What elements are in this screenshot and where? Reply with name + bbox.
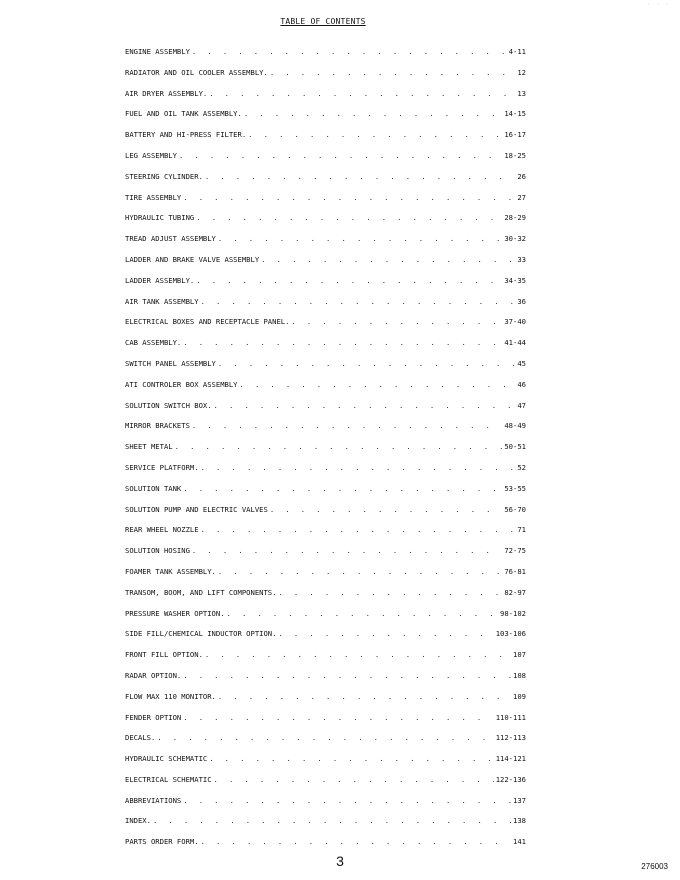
toc-entry[interactable] (125, 562, 526, 583)
toc-dot-leader (205, 167, 515, 188)
toc-entry-pages: 47 (517, 400, 526, 410)
toc-dot-leader (201, 458, 516, 479)
toc-entry-label: SWITCH PANEL ASSEMBLY (125, 358, 216, 368)
toc-entry-label: ELECTRICAL SCHEMATIC (125, 774, 212, 784)
toc-entry-label: RADAR OPTION. (125, 670, 182, 680)
toc-dot-leader (218, 354, 515, 375)
toc-entry-label: SOLUTION PUMP AND ELECTRIC VALVES (125, 504, 268, 514)
toc-entry[interactable] (125, 583, 526, 604)
corner-mark: · · · (646, 1, 670, 8)
toc-entry-label: FENDER OPTION (125, 712, 182, 722)
toc-entry-label: TREAD ADJUST ASSEMBLY (125, 234, 216, 244)
toc-entry[interactable] (125, 125, 526, 146)
toc-entry-pages: 103-106 (495, 629, 526, 639)
toc-entry[interactable] (125, 479, 526, 500)
toc-entry[interactable] (125, 104, 526, 125)
toc-entry[interactable] (125, 396, 526, 417)
toc-entry-pages: 107 (513, 650, 526, 660)
toc-dot-leader (278, 624, 493, 645)
toc-entry[interactable] (125, 312, 526, 333)
toc-dot-leader (209, 749, 493, 770)
toc-dot-leader (175, 437, 503, 458)
toc-entry-pages: 122-136 (495, 774, 526, 784)
toc-entry-label: FUEL AND OIL TANK ASSEMBLY. (125, 109, 242, 119)
toc-entry-label: SOLUTION SWITCH BOX. (125, 400, 212, 410)
toc-entry[interactable] (125, 749, 526, 770)
toc-entry-label: AIR TANK ASSEMBLY (125, 296, 199, 306)
toc-entry-pages: 56-70 (504, 504, 526, 514)
toc-entry-pages: 27 (517, 192, 526, 202)
toc-entry-label: FLOW MAX 110 MONITOR. (125, 691, 216, 701)
toc-entry-pages: 36 (517, 296, 526, 306)
toc-dot-leader (261, 250, 515, 271)
toc-entry-pages: 16-17 (504, 130, 526, 140)
toc-dot-leader (153, 811, 511, 832)
toc-entry[interactable] (125, 624, 526, 645)
toc-entry[interactable] (125, 63, 526, 84)
toc-entry[interactable] (125, 728, 526, 749)
toc-entry-pages: 52 (517, 462, 526, 472)
toc-entry[interactable] (125, 604, 526, 625)
toc-dot-leader (218, 562, 502, 583)
toc-entry[interactable] (125, 84, 526, 105)
toc-entry-pages: 46 (517, 379, 526, 389)
page-title: TABLE OF CONTENTS (280, 17, 366, 26)
toc-entry-label: MIRROR BRACKETS (125, 421, 190, 431)
toc-dot-leader (183, 188, 515, 209)
toc-dot-leader (218, 229, 502, 250)
toc-dot-leader (192, 541, 502, 562)
toc-entry-pages: 110-111 (495, 712, 526, 722)
toc-entry-pages: 50-51 (504, 442, 526, 452)
toc-entry[interactable] (125, 541, 526, 562)
toc-dot-leader (218, 687, 511, 708)
toc-entry-pages: 98-102 (500, 608, 526, 618)
toc-entry-pages: 138 (513, 816, 526, 826)
toc-entry-pages: 12 (517, 67, 526, 77)
toc-entry[interactable] (125, 666, 526, 687)
toc-dot-leader (192, 416, 502, 437)
table-of-contents (125, 42, 526, 853)
toc-entry[interactable] (125, 500, 526, 521)
toc-entry-pages: 18-25 (504, 150, 526, 160)
toc-entry-label: REAR WHEEL NOZZLE (125, 525, 199, 535)
toc-entry[interactable] (125, 687, 526, 708)
toc-entry-label: ELECTRICAL BOXES AND RECEPTACLE PANEL. (125, 317, 290, 327)
toc-dot-leader (248, 125, 502, 146)
toc-dot-leader (183, 333, 502, 354)
page-number: 3 (336, 853, 344, 869)
toc-dot-leader (183, 666, 511, 687)
toc-dot-leader (214, 770, 494, 791)
toc-dot-leader (291, 312, 502, 333)
toc-dot-leader (270, 500, 503, 521)
toc-entry-label: PARTS ORDER FORM. (125, 837, 199, 847)
toc-entry-pages: 14-15 (504, 109, 526, 119)
toc-entry[interactable] (125, 42, 526, 63)
toc-entry-label: RADIATOR AND OIL COOLER ASSEMBLY. (125, 67, 268, 77)
toc-dot-leader (201, 292, 516, 313)
toc-entry-label: SHEET METAL (125, 442, 173, 452)
toc-entry[interactable] (125, 645, 526, 666)
toc-dot-leader (205, 645, 511, 666)
toc-dot-leader (240, 375, 516, 396)
toc-entry[interactable] (125, 188, 526, 209)
toc-dot-leader (214, 396, 516, 417)
toc-dot-leader (201, 520, 516, 541)
toc-entry-pages: 108 (513, 670, 526, 680)
toc-entry[interactable] (125, 791, 526, 812)
toc-entry[interactable] (125, 458, 526, 479)
toc-entry-label: LEG ASSEMBLY (125, 150, 177, 160)
toc-entry[interactable] (125, 229, 526, 250)
toc-entry-pages: 72-75 (504, 546, 526, 556)
toc-entry-label: SOLUTION TANK (125, 483, 182, 493)
toc-entry[interactable] (125, 354, 526, 375)
toc-entry-pages: 41-44 (504, 338, 526, 348)
toc-entry[interactable] (125, 333, 526, 354)
toc-dot-leader (244, 104, 503, 125)
toc-entry[interactable] (125, 416, 526, 437)
toc-entry-label: LADDER AND BRAKE VALVE ASSEMBLY (125, 254, 260, 264)
toc-entry-pages: 45 (517, 358, 526, 368)
toc-entry-label: DECALS. (125, 733, 156, 743)
toc-dot-leader (270, 63, 516, 84)
toc-entry[interactable] (125, 832, 526, 853)
toc-dot-leader (196, 208, 502, 229)
toc-entry[interactable] (125, 770, 526, 791)
toc-entry-label: LADDER ASSEMBLY. (125, 275, 195, 285)
toc-entry-pages: 48-49 (504, 421, 526, 431)
toc-entry-pages: 82-97 (504, 587, 526, 597)
toc-dot-leader (192, 42, 507, 63)
toc-entry[interactable] (125, 811, 526, 832)
toc-entry[interactable] (125, 375, 526, 396)
toc-entry-pages: 30-32 (504, 234, 526, 244)
toc-entry[interactable] (125, 520, 526, 541)
document-code: 276003 (641, 862, 668, 871)
toc-entry-pages: 137 (513, 795, 526, 805)
toc-entry[interactable] (125, 146, 526, 167)
toc-entry-label: TRANSOM, BOOM, AND LIFT COMPONENTS. (125, 587, 277, 597)
toc-dot-leader (183, 791, 511, 812)
toc-entry-pages: 13 (517, 88, 526, 98)
toc-entry-pages: 28-29 (504, 213, 526, 223)
toc-entry[interactable] (125, 708, 526, 729)
toc-entry-label: SERVICE PLATFORM. (125, 462, 199, 472)
toc-entry-label: INDEX. (125, 816, 151, 826)
toc-entry-pages: 114-121 (495, 754, 526, 764)
toc-entry-pages: 37-40 (504, 317, 526, 327)
toc-entry-pages: 141 (513, 837, 526, 847)
toc-entry-label: ENGINE ASSEMBLY (125, 47, 190, 56)
toc-entry-pages: 112-113 (495, 733, 526, 743)
toc-entry-label: HYDRAULIC SCHEMATIC (125, 754, 208, 764)
toc-entry[interactable] (125, 167, 526, 188)
toc-dot-leader (278, 583, 502, 604)
toc-entry-pages: 53-55 (504, 483, 526, 493)
toc-dot-leader (183, 708, 493, 729)
toc-entry-pages: 33 (517, 254, 526, 264)
toc-dot-leader (227, 604, 499, 625)
toc-entry[interactable] (125, 208, 526, 229)
toc-entry-label: FRONT FILL OPTION. (125, 650, 203, 660)
toc-entry-pages: 34-35 (504, 275, 526, 285)
toc-dot-leader (183, 479, 502, 500)
toc-entry[interactable] (125, 292, 526, 313)
toc-entry-label: HYDRAULIC TUBING (125, 213, 195, 223)
toc-entry-label: ABBREVIATIONS (125, 795, 182, 805)
toc-entry-label: BATTERY AND HI-PRESS FILTER. (125, 130, 247, 140)
toc-dot-leader (209, 84, 515, 105)
toc-entry-label: ATI CONTROLER BOX ASSEMBLY (125, 379, 238, 389)
toc-entry-pages: 109 (513, 691, 526, 701)
toc-entry-pages: 71 (517, 525, 526, 535)
toc-entry-label: STEERING CYLINDER. (125, 171, 203, 181)
toc-entry-pages: 4-11 (508, 47, 526, 56)
toc-dot-leader (201, 832, 511, 853)
toc-entry[interactable] (125, 437, 526, 458)
toc-entry[interactable] (125, 250, 526, 271)
toc-entry-label: SOLUTION HOSING (125, 546, 190, 556)
toc-entry-label: AIR DRYER ASSEMBLY. (125, 88, 208, 98)
toc-dot-leader (196, 271, 502, 292)
toc-entry-pages: 26 (517, 171, 526, 181)
toc-dot-leader (157, 728, 493, 749)
toc-entry[interactable] (125, 271, 526, 292)
toc-entry-pages: 76-81 (504, 566, 526, 576)
toc-entry-label: SIDE FILL/CHEMICAL INDUCTOR OPTION. (125, 629, 277, 639)
toc-dot-leader (179, 146, 502, 167)
toc-entry-label: TIRE ASSEMBLY (125, 192, 182, 202)
toc-entry-label: FOAMER TANK ASSEMBLY. (125, 566, 216, 576)
toc-entry-label: CAB ASSEMBLY. (125, 338, 182, 348)
toc-entry-label: PRESSURE WASHER OPTION. (125, 608, 225, 618)
